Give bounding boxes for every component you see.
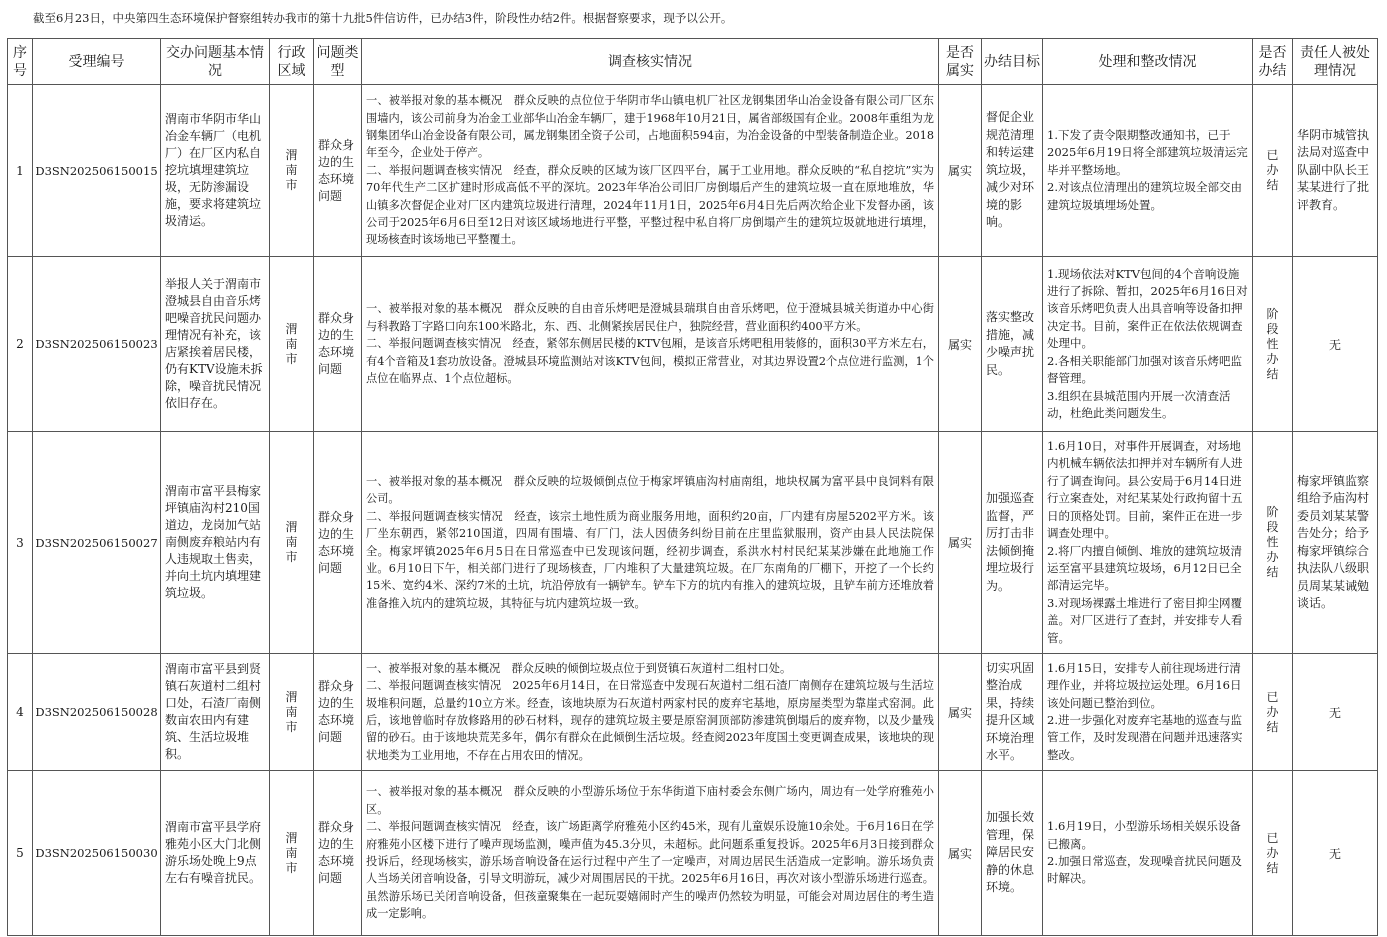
issue-summary: 渭南市富平县梅家坪镇庙沟村210国道边，龙岗加气站南侧废弃粮站内有人违规取土售卖，并向土坑内填埋建筑垃圾。: [161, 432, 270, 654]
is-done-cell: [1253, 257, 1293, 432]
is-true: 属实: [939, 432, 982, 654]
intro-text: 截至6月23日，中央第四生态环境保护督察组转办我市的第十九批5件信访件，已办结3件，阶段性办结2件。根据督察要求，现予以公开。: [33, 11, 733, 25]
rectification-item: 1.6月19日，小型游乐场相关娱乐设备已搬离。: [1047, 819, 1241, 851]
header-code: 受理编号: [33, 39, 161, 85]
header-is-done: 是否办结: [1253, 39, 1293, 85]
region-cell: [270, 771, 314, 936]
investigation-paragraph: 一、被举报对象的基本概况 群众反映的点位位于华阴市华山镇电机厂社区龙钢集团华山冶金设备有限公司厂区东围墙内，该公司前身为冶金工业部华山冶金车辆厂，建于1968年10月21日，属省部级国有企业。2008年重组为龙钢集团华山冶金设备有限公司，属龙钢集团全资子公司，占地面积594亩，为冶金设备的中型装备制造企业。2018年至今，企业处于停产。: [366, 94, 934, 160]
rectification-cell: [1043, 432, 1253, 654]
investigation-paragraph: 一、被举报对象的基本概况 群众反映的小型游乐场位于东华街道下庙村委会东侧广场内，周边有一处学府雅苑小区。: [366, 785, 934, 816]
investigation-paragraph: 二、举报问题调查核实情况 经查，该宗土地性质为商业服务用地，面积约20亩，厂内建有房屋5202平方米。该厂坐东朝西，紧邻210国道，四周有围墙、有厂门，法人因债务纠纷目前在庄里监狱服刑，资产由县人民法院保全。梅家坪镇2025年6月5日在日常巡查中已发现该问题，经初步调查，系洪水村村民纪某某涉嫌在此地施工作业。6月10日下午，相关部门进行了现场核查，厂内堆积了大量建筑垃圾。在厂东南角的厂棚下，开挖了一个长约15米、宽约4米、深约7米的土坑，坑沿停放有一辆铲车。铲车下方的坑内有推入的建筑垃圾，且铲车前方还堆放着准备推入坑内的建筑垃圾，其特征与坑内建筑垃圾一致。: [366, 509, 934, 610]
row-number: 5: [8, 771, 33, 936]
header-responsible: 责任人被处理情况: [1293, 39, 1378, 85]
is-done-cell: [1253, 85, 1293, 257]
investigation-cell: [362, 432, 939, 654]
is-done-text: 阶段性办结: [1266, 306, 1279, 381]
rectification-cell: [1043, 85, 1253, 257]
is-done-text: 已办结: [1266, 830, 1279, 875]
issue-summary: 举报人关于渭南市澄城县自由音乐烤吧噪音扰民问题办理情况有补充，该店紧挨着居民楼，仍有KTV设施未拆除，噪音扰民情况依旧存在。: [161, 257, 270, 432]
header-row: [8, 39, 1378, 85]
is-done-cell: [1253, 654, 1293, 771]
case-code: D3SN202506150030: [33, 771, 161, 936]
issue-type: 群众身边的生态环境问题: [314, 432, 362, 654]
row-number: 3: [8, 432, 33, 654]
header-no: 序号: [8, 39, 33, 85]
goal: 加强巡查监督，严厉打击非法倾倒掩埋垃圾行为。: [982, 432, 1043, 654]
goal: 落实整改措施，减少噪声扰民。: [982, 257, 1043, 432]
table-row: [8, 257, 1378, 432]
rectification-item: 2.各相关职能部门加强对该音乐烤吧监督管理。: [1047, 353, 1242, 386]
rectification-item: 1.6月15日，安排专人前往现场进行清理作业，并将垃圾拉运处理。6月16日该处问题已整治到位。: [1047, 660, 1242, 710]
rectification-item: 2.进一步强化对废弃宅基地的巡查与监管工作，及时发现潜在问题并迅速落实整改。: [1047, 713, 1243, 762]
table-row: [8, 771, 1378, 936]
region-cell: [270, 85, 314, 257]
rectification-item: 3.组织在县城范围内开展一次清查活动，杜绝此类问题发生。: [1047, 388, 1231, 420]
rectification-cell: [1043, 771, 1253, 936]
issue-summary: 渭南市富平县到贤镇石灰道村二组村口处，石渣厂南侧数亩农田内有建筑、生活垃圾堆积。: [161, 654, 270, 771]
region-text: 渭南市: [285, 520, 298, 564]
is-done-cell: [1253, 432, 1293, 654]
is-done-text: 阶段性办结: [1266, 505, 1279, 579]
region-cell: [270, 257, 314, 432]
goal: 加强长效管理，保障居民安静的休息环境。: [982, 771, 1043, 936]
investigation-paragraph: 二、举报问题调查核实情况 经查，群众反映的区域为该厂区四平台，属于工业用地。群众反映的“私自挖坑”实为70年代生产二区扩建时形成高低不平的深坑。2023年华冶公司旧厂房倒塌后产生的建筑垃圾一直在原地堆放，华山镇多次督促企业对厂区内建筑垃圾进行清理，2024年11月1日，2025年6月4日先后两次给企业下发督办函，该公司于2025年6月6日至12日对该区域场地进行平整，平整过程中私自将厂房倒塌产生的建筑垃圾就地进行填埋，现场核查时该场地已平整覆土。: [366, 163, 934, 247]
investigation-cell: [362, 257, 939, 432]
is-true: 属实: [939, 85, 982, 257]
issue-type: 群众身边的生态环境问题: [314, 654, 362, 771]
rectification-cell: [1043, 257, 1253, 432]
rectification-item: 2.加强日常巡查，发现噪音扰民问题及时解决。: [1047, 854, 1242, 886]
is-true: 属实: [939, 654, 982, 771]
responsible: 无: [1293, 257, 1378, 432]
rectification-item: 2.将厂内擅自倾倒、堆放的建筑垃圾清运至富平县建筑垃圾场，6月12日已全部清运完毕。: [1047, 543, 1242, 593]
issue-type: 群众身边的生态环境问题: [314, 771, 362, 936]
table-row: [8, 85, 1378, 257]
region-text: 渭南市: [285, 321, 298, 366]
issue-type: 群众身边的生态环境问题: [314, 85, 362, 257]
table-row: [8, 432, 1378, 654]
rectification-item: 1.下发了责令限期整改通知书，已于2025年6月19日将全部建筑垃圾清运完毕并平整场地。: [1047, 127, 1248, 177]
is-true: 属实: [939, 257, 982, 432]
region-text: 渭南市: [285, 689, 298, 734]
rectification-item: 1.现场依法对KTV包间的4个音响设施进行了拆除、暂扣，2025年6月16日对该音乐烤吧负责人出具音响等设备扣押决定书。目前，案件正在依法依规调查处理中。: [1047, 266, 1248, 351]
case-code: D3SN202506150023: [33, 257, 161, 432]
region-text: 渭南市: [285, 830, 298, 875]
goal: 督促企业规范清理和转运建筑垃圾，减少对环境的影响。: [982, 85, 1043, 257]
is-done-cell: [1253, 771, 1293, 936]
rectification-item: 2.对该点位清理出的建筑垃圾全部交由建筑垃圾填埋场处置。: [1047, 180, 1242, 212]
responsible: 华阴市城管执法局对巡查中队副中队长王某某进行了批评教育。: [1293, 85, 1378, 257]
responsible: 无: [1293, 654, 1378, 771]
investigation-paragraph: 二、举报问题调查核实情况 2025年6月14日，在日常巡查中发现石灰道村二组石渣厂南侧存在建筑垃圾与生活垃圾堆积问题，总量约10立方米。经查，该地块原为石灰道村两家村民的废弃宅基地，原房屋类型为靠崖式窑洞。此后，该地曾临时存放修路用的砂石材料，现存的建筑垃圾主要是原窑洞顶部防渗建筑倒塌后的废弃物，以及少量残留的砂石。由于该地块荒芜多年，偶尔有群众在此倾倒生活垃圾。经查阅2023年度国土变更调查成果，该地块的现状地类为工业用地，不存在占用农田的情况。: [366, 679, 934, 762]
region-cell: [270, 654, 314, 771]
table-row: [8, 654, 1378, 771]
is-done-text: 已办结: [1266, 148, 1279, 192]
header-is-true: 是否属实: [939, 39, 982, 85]
row-number: 2: [8, 257, 33, 432]
row-number: 4: [8, 654, 33, 771]
case-code: D3SN202506150015: [33, 85, 161, 257]
investigation-cell: [362, 771, 939, 936]
header-investigation: 调查核实情况: [362, 39, 939, 85]
issue-summary: 渭南市华阴市华山冶金车辆厂（电机厂）在厂区内私自挖坑填埋建筑垃圾，无防渗漏设施，要求将建筑垃圾清运。: [161, 85, 270, 257]
investigation-paragraph: 一、被举报对象的基本概况 群众反映的自由音乐烤吧是澄城县瑞琪自由音乐烤吧，位于澄城县城关街道办中心街与科教路丁字路口向东100米路北，东、西、北侧紧挨居民住户，独院经营，营业面积约400平方米。: [366, 302, 934, 333]
row-number: 1: [8, 85, 33, 257]
header-issue: 交办问题基本情况: [161, 39, 270, 85]
rectification-cell: [1043, 654, 1253, 771]
region-cell: [270, 432, 314, 654]
investigation-paragraph: 二、举报问题调查核实情况 经查，紧邻东侧居民楼的KTV包厢，是该音乐烤吧租用装修的，面积30平方米左右，有4个音箱及1套功放设备。澄城县环境监测站对该KTV包间，模拟正常营业，对其边界设置2个点位进行监测，1个点位在临界点、1个点位超标。: [366, 337, 934, 386]
investigation-cell: [362, 654, 939, 771]
rectification-item: 1.6月10日，对事件开展调查，对场地内机械车辆依法扣押并对车辆所有人进行了调查询问。县公安局于6月14日进行立案查处，对纪某某处行政拘留十五日的顶格处罚。目前，案件正在进一步调查处理中。: [1047, 439, 1243, 541]
investigation-paragraph: 二、举报问题调查核实情况 经查，该广场距离学府雅苑小区约45米，现有儿童娱乐设施10余处。于6月16日在学府雅苑小区楼下进行了噪声现场监测，噪声值为45.3分贝，未超标。此问题系重复投诉。2025年6月3日接到群众投诉后，经现场核实，游乐场音响设备在运行过程中产生了一定噪声，对周边居民生活造成一定影响。游乐场负责人当场关闭音响设备，引导文明游玩，减少对周围居民的干扰。2025年6月16日，再次对该小型游乐场进行巡查。虽然游乐场已关闭音响设备，但孩童聚集在一起玩耍嬉闹时产生的噪声仍然较为明显，可能会对周边居住的考生造成一定影响。: [366, 820, 934, 921]
petition-table: [7, 38, 1378, 936]
header-rectification: 处理和整改情况: [1043, 39, 1253, 85]
investigation-cell: [362, 85, 939, 257]
responsible: 无: [1293, 771, 1378, 936]
goal: 切实巩固整治成果，持续提升区域环境治理水平。: [982, 654, 1043, 771]
header-goal: 办结目标: [982, 39, 1043, 85]
header-type: 问题类型: [314, 39, 362, 85]
is-done-text: 已办结: [1266, 689, 1279, 734]
rectification-item: 3.对现场裸露土堆进行了密目抑尘网覆盖。对厂区进行了查封，并安排专人看管。: [1047, 595, 1243, 645]
is-true: 属实: [939, 771, 982, 936]
issue-type: 群众身边的生态环境问题: [314, 257, 362, 432]
case-code: D3SN202506150028: [33, 654, 161, 771]
responsible: 梅家坪镇监察组给予庙沟村委员刘某某警告处分；给予梅家坪镇综合执法队八级职员周某某诫勉谈话。: [1293, 432, 1378, 654]
case-code: D3SN202506150027: [33, 432, 161, 654]
investigation-paragraph: 一、被举报对象的基本概况 群众反映的倾倒垃圾点位于到贤镇石灰道村二组村口处。: [366, 661, 792, 675]
header-region: 行政区域: [270, 39, 314, 85]
issue-summary: 渭南市富平县学府雅苑小区大门北侧游乐场处晚上9点左右有噪音扰民。: [161, 771, 270, 936]
investigation-paragraph: 一、被举报对象的基本概况 群众反映的垃圾倾倒点位于梅家坪镇庙沟村庙南组，地块权属为富平县中良饲料有限公司。: [366, 474, 934, 506]
region-text: 渭南市: [285, 148, 298, 192]
